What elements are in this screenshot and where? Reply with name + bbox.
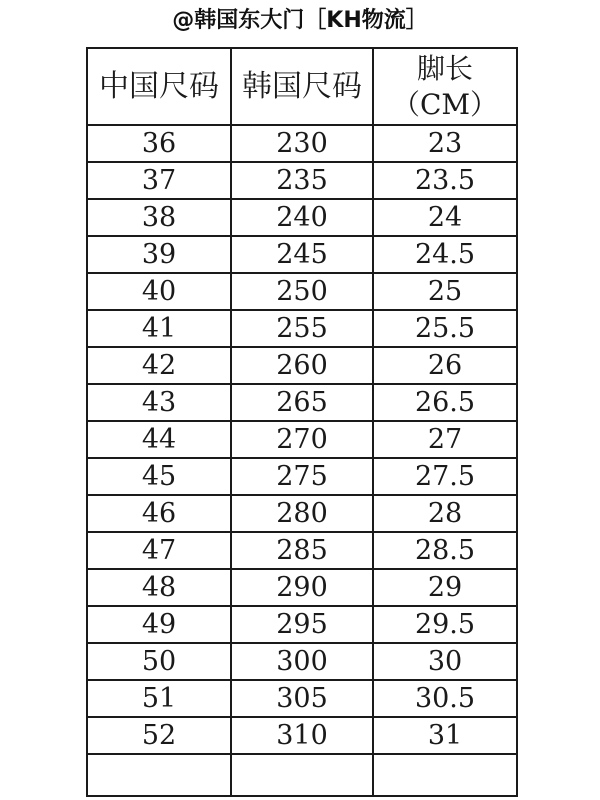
korea-size-cell: 305 (231, 680, 373, 717)
foot-length-cell: 25 (373, 273, 517, 310)
table-row-empty (87, 754, 517, 796)
table-body (87, 125, 517, 796)
header-foot-length-label: 脚长 (416, 51, 473, 85)
korea-size-cell: 255 (231, 310, 373, 347)
foot-length-cell: 29 (373, 569, 517, 606)
china-size-cell: 38 (87, 199, 231, 236)
china-size-cell: 44 (87, 421, 231, 458)
table-row (87, 458, 517, 495)
china-size-cell: 43 (87, 384, 231, 421)
korea-size-cell: 265 (231, 384, 373, 421)
foot-length-cell: 23 (373, 125, 517, 162)
china-size-cell: 47 (87, 532, 231, 569)
foot-length-cell: 26.5 (373, 384, 517, 421)
header-foot-length-unit: （CM） (391, 87, 499, 121)
foot-length-cell: 27 (373, 421, 517, 458)
korea-size-cell: 310 (231, 717, 373, 754)
china-size-cell: 48 (87, 569, 231, 606)
korea-size-cell: 280 (231, 495, 373, 532)
korea-size-cell: 270 (231, 421, 373, 458)
watermark-text: @韩国东大门［KH物流］ (172, 8, 428, 33)
table-row (87, 569, 517, 606)
foot-length-cell: 28 (373, 495, 517, 532)
china-size-cell: 39 (87, 236, 231, 273)
table-row (87, 310, 517, 347)
china-size-cell: 37 (87, 162, 231, 199)
header-china-size: 中国尺码 (87, 48, 231, 125)
china-size-cell: 36 (87, 125, 231, 162)
china-size-cell: 50 (87, 643, 231, 680)
empty-cell (231, 754, 373, 796)
foot-length-cell: 29.5 (373, 606, 517, 643)
china-size-cell: 49 (87, 606, 231, 643)
foot-length-cell: 24 (373, 199, 517, 236)
china-size-cell: 51 (87, 680, 231, 717)
table-row (87, 680, 517, 717)
table-row (87, 643, 517, 680)
table-row (87, 199, 517, 236)
table-row (87, 606, 517, 643)
korea-size-cell: 295 (231, 606, 373, 643)
table-row (87, 273, 517, 310)
table-row (87, 347, 517, 384)
table-row (87, 384, 517, 421)
foot-length-cell: 30.5 (373, 680, 517, 717)
korea-size-cell: 300 (231, 643, 373, 680)
table-header-row (87, 48, 517, 125)
table-row (87, 717, 517, 754)
foot-length-cell: 28.5 (373, 532, 517, 569)
table-row (87, 162, 517, 199)
table-row (87, 495, 517, 532)
foot-length-cell: 25.5 (373, 310, 517, 347)
korea-size-cell: 240 (231, 199, 373, 236)
empty-cell (87, 754, 231, 796)
table-row (87, 532, 517, 569)
foot-length-cell: 30 (373, 643, 517, 680)
size-conversion-table (86, 47, 518, 797)
korea-size-cell: 245 (231, 236, 373, 273)
header-foot-length (373, 48, 517, 125)
korea-size-cell: 275 (231, 458, 373, 495)
header-korea-size: 韩国尺码 (231, 48, 373, 125)
foot-length-cell: 23.5 (373, 162, 517, 199)
china-size-cell: 46 (87, 495, 231, 532)
korea-size-cell: 235 (231, 162, 373, 199)
korea-size-cell: 290 (231, 569, 373, 606)
korea-size-cell: 230 (231, 125, 373, 162)
china-size-cell: 40 (87, 273, 231, 310)
foot-length-cell: 24.5 (373, 236, 517, 273)
empty-cell (373, 754, 517, 796)
korea-size-cell: 285 (231, 532, 373, 569)
china-size-cell: 52 (87, 717, 231, 754)
foot-length-cell: 27.5 (373, 458, 517, 495)
table-row (87, 125, 517, 162)
china-size-cell: 41 (87, 310, 231, 347)
china-size-cell: 45 (87, 458, 231, 495)
korea-size-cell: 260 (231, 347, 373, 384)
table-row (87, 421, 517, 458)
foot-length-cell: 26 (373, 347, 517, 384)
korea-size-cell: 250 (231, 273, 373, 310)
china-size-cell: 42 (87, 347, 231, 384)
table-row (87, 236, 517, 273)
foot-length-cell: 31 (373, 717, 517, 754)
